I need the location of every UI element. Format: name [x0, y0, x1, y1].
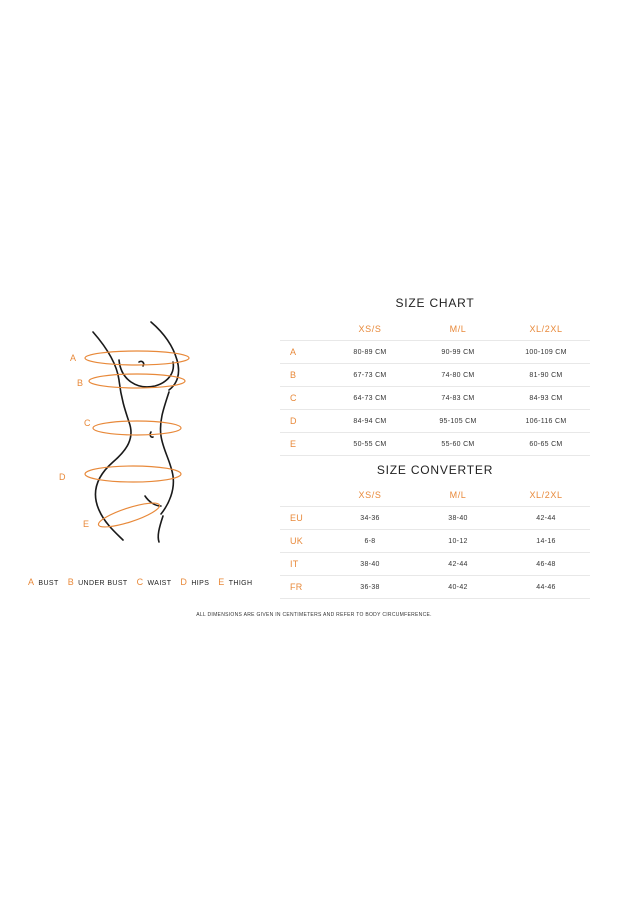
waist-ring	[93, 421, 181, 435]
table-cell: 95-105 CM	[414, 410, 502, 433]
legend-item-under-bust	[68, 577, 128, 587]
legend-letter: C	[136, 577, 144, 587]
hips-ring	[85, 466, 181, 482]
table-cell: 38-40	[414, 507, 502, 530]
body-measurement-figure	[55, 320, 205, 545]
table-cell: 38-40	[326, 553, 414, 576]
row-key: D	[280, 410, 326, 433]
figure-letter-d: D	[59, 472, 66, 482]
table-cell: 60-65 CM	[502, 433, 590, 456]
row-key: FR	[280, 576, 326, 599]
header-cell: XL/2XL	[529, 324, 563, 334]
table-cell: 74-83 CM	[414, 387, 502, 410]
legend-letter: A	[28, 577, 35, 587]
size-converter-table	[280, 484, 590, 599]
row-key: E	[280, 433, 326, 456]
table-row	[280, 507, 590, 530]
measurement-rings	[85, 351, 189, 532]
size-chart-table	[280, 318, 590, 456]
table-cell: 74-80 CM	[414, 364, 502, 387]
legend-label: HIPS	[191, 580, 210, 587]
legend-label: WAIST	[147, 580, 172, 587]
table-cell: 50-55 CM	[326, 433, 414, 456]
table-cell: 100-109 CM	[502, 341, 590, 364]
thigh-ring	[96, 498, 161, 531]
legend-item-bust	[28, 577, 59, 587]
table-cell: 106-116 CM	[502, 410, 590, 433]
legend-letter: E	[218, 577, 225, 587]
legend-item-thigh	[218, 577, 252, 587]
table-header-row	[280, 318, 590, 341]
row-key: C	[280, 387, 326, 410]
table-row	[280, 410, 590, 433]
table-row	[280, 553, 590, 576]
measurement-legend	[28, 577, 261, 587]
table-row	[280, 433, 590, 456]
table-cell: 80-89 CM	[326, 341, 414, 364]
header-cell	[280, 318, 326, 341]
table-cell: 14-16	[502, 530, 590, 553]
size-chart-title: SIZE CHART	[395, 296, 475, 310]
size-converter-title: SIZE CONVERTER	[376, 463, 494, 477]
table-cell: 67-73 CM	[326, 364, 414, 387]
legend-label: BUST	[38, 580, 59, 587]
table-cell: 36-38	[326, 576, 414, 599]
table-row	[280, 530, 590, 553]
table-cell: 42-44	[414, 553, 502, 576]
table-cell: 90-99 CM	[414, 341, 502, 364]
row-key: A	[280, 341, 326, 364]
table-cell: 42-44	[502, 507, 590, 530]
row-key: UK	[280, 530, 326, 553]
header-cell: XS/S	[358, 490, 382, 500]
legend-item-hips	[180, 577, 209, 587]
legend-label: THIGH	[228, 580, 253, 587]
row-key: IT	[280, 553, 326, 576]
table-cell: 55-60 CM	[414, 433, 502, 456]
table-cell: 44-46	[502, 576, 590, 599]
row-key: B	[280, 364, 326, 387]
row-key: EU	[280, 507, 326, 530]
table-cell: 84-93 CM	[502, 387, 590, 410]
figure-letter-c: C	[84, 418, 91, 428]
table-cell: 46-48	[502, 553, 590, 576]
figure-letter-e: E	[83, 519, 90, 529]
header-cell: XS/S	[358, 324, 382, 334]
table-header-row	[280, 484, 590, 507]
figure-letter-b: B	[77, 378, 84, 388]
header-cell: XL/2XL	[529, 490, 563, 500]
body-outline-illustration	[55, 320, 205, 545]
header-cell	[280, 484, 326, 507]
figure-letter-a: A	[70, 353, 77, 363]
table-cell: 40-42	[414, 576, 502, 599]
footnote: ALL DIMENSIONS ARE GIVEN IN CENTIMETERS AND REFER TO BODY CIRCUMFERENCE.	[196, 612, 432, 618]
legend-letter: B	[67, 577, 75, 587]
table-cell: 64-73 CM	[326, 387, 414, 410]
header-cell: M/L	[449, 490, 467, 500]
legend-label: UNDER BUST	[78, 580, 128, 587]
table-cell: 81-90 CM	[502, 364, 590, 387]
table-row	[280, 364, 590, 387]
table-cell: 84-94 CM	[326, 410, 414, 433]
legend-item-waist	[137, 577, 172, 587]
table-cell: 6-8	[326, 530, 414, 553]
table-row	[280, 341, 590, 364]
table-row	[280, 387, 590, 410]
body-outline	[93, 322, 179, 542]
bust-ring	[85, 351, 189, 365]
legend-letter: D	[180, 577, 188, 587]
table-row	[280, 576, 590, 599]
table-cell: 10-12	[414, 530, 502, 553]
table-cell: 34-36	[326, 507, 414, 530]
header-cell: M/L	[449, 324, 467, 334]
